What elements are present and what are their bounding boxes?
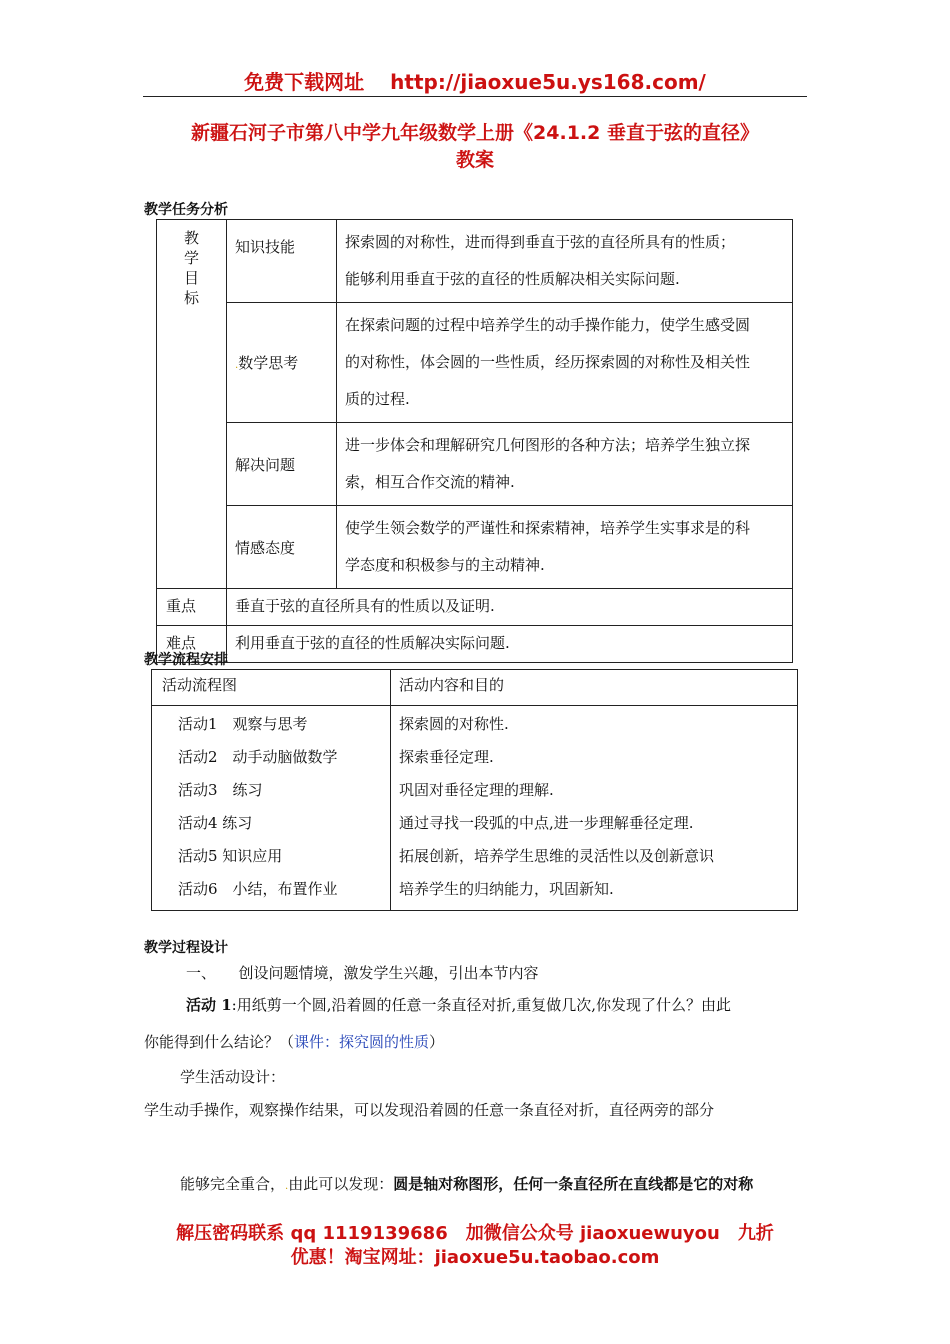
flow-col2-header: 活动内容和目的: [391, 670, 798, 706]
activity-name: 活动2 动手动脑做数学: [178, 748, 338, 766]
difficulty-text: 利用垂直于弦的直径的性质解决实际问题.: [227, 626, 793, 663]
activity-1-paragraph: [186, 994, 731, 1015]
download-label: 免费下载网址: [244, 70, 365, 94]
activity-content: 探索圆的对称性.: [399, 715, 509, 733]
student-activity-text: 学生动手操作，观察操作结果，可以发现沿着圆的任意一条直径对折，直径两旁的部分: [144, 1101, 715, 1119]
activity-1-label: 活动 1: [186, 996, 232, 1014]
desc-line: 在探索问题的过程中培养学生的动手操作能力，使学生感受圆: [345, 316, 751, 334]
flow-col1-header: 活动流程图: [152, 670, 391, 706]
flow-activities-cell: [152, 706, 391, 911]
title-line-2: 教案: [455, 149, 494, 171]
title-line-1: 新疆石河子市第八中学九年级数学上册《24.1.2 垂直于弦的直径》: [191, 122, 759, 144]
conclusion-paragraph: [180, 1173, 753, 1194]
activity-content: 巩固对垂径定理的理解.: [399, 781, 554, 799]
continuation-text: 你能得到什么结论？（: [144, 1033, 295, 1051]
activity-name: 活动1 观察与思考: [178, 715, 308, 733]
goal-desc-thinking: [337, 303, 793, 423]
mark-dot: .: [235, 360, 239, 371]
overlap-text: 能够完全重合，: [180, 1175, 286, 1193]
flow-contents-cell: [391, 706, 798, 911]
key-point-text: 垂直于弦的直径所具有的性质以及证明.: [227, 589, 793, 626]
goals-label-char: 目: [183, 269, 199, 287]
download-url-link[interactable]: http://jiaoxue5u.ys168.com/: [390, 70, 706, 94]
goals-label-char: 标: [183, 289, 199, 307]
difficulty-label: 难点: [157, 626, 227, 663]
conclusion-text: 圆是轴对称图形，任何一条直径所在直线都是它的对称: [393, 1175, 754, 1193]
activity-name: 活动4 练习: [178, 814, 253, 832]
student-design-label: 学生活动设计：: [180, 1068, 286, 1086]
key-point-label: 重点: [157, 589, 227, 626]
document-title: [140, 120, 810, 174]
courseware-link[interactable]: 课件：探究圆的性质: [294, 1033, 430, 1051]
desc-line: 使学生领会数学的严谨性和探索精神，培养学生实事求是的科: [345, 519, 751, 537]
activity-name: 活动6 小结，布置作业: [178, 880, 338, 898]
goals-label-cell: [157, 220, 227, 589]
flow-heading: 教学流程安排: [144, 652, 228, 668]
table-row: [157, 423, 793, 506]
download-header: [0, 66, 950, 95]
close-paren: ）: [429, 1033, 445, 1051]
goals-label-char: 教: [183, 229, 199, 247]
desc-line: 能够利用垂直于弦的直径的性质解决相关实际问题.: [345, 270, 680, 288]
table-row: [157, 303, 793, 423]
desc-line: 的对称性，体会圆的一些性质，经历探索圆的对称性及相关性: [345, 353, 751, 371]
table-row: [157, 506, 793, 589]
desc-line: 质的过程.: [345, 390, 410, 408]
overlap-text-2: 由此可以发现：: [288, 1175, 394, 1193]
goal-desc-problem: [337, 423, 793, 506]
analysis-heading: 教学任务分析: [144, 202, 228, 218]
analysis-table: [156, 219, 793, 663]
step-1-heading: 一、 创设问题情境，激发学生兴趣，引出本节内容: [186, 964, 539, 982]
table-row: [157, 626, 793, 663]
activity-name: 活动5 知识应用: [178, 847, 283, 865]
activity-name: 活动3 练习: [178, 781, 263, 799]
activity-content: 探索垂径定理.: [399, 748, 494, 766]
header-divider: [143, 96, 807, 97]
desc-line: 学态度和积极参与的主动精神.: [345, 556, 545, 574]
activity-content: 通过寻找一段弧的中点,进一步理解垂径定理.: [399, 814, 694, 832]
desc-line: 索，相互合作交流的精神.: [345, 473, 515, 491]
activity-content: 培养学生的归纳能力，巩固新知.: [399, 880, 614, 898]
goal-label-attitude: 情感态度: [227, 506, 337, 589]
activity-1-text: :用纸剪一个圆,沿着圆的任意一条直径对折,重复做几次,你发现了什么？由此: [231, 996, 732, 1014]
footer-line-1: 解压密码联系 qq 1119139686 加微信公众号 jiaoxuewuyou 九折: [176, 1223, 774, 1244]
table-row: [157, 589, 793, 626]
flow-table: [151, 669, 798, 911]
activity-content: 拓展创新，培养学生思维的灵活性以及创新意识: [399, 847, 715, 865]
table-row: [152, 670, 798, 706]
table-row: [152, 706, 798, 911]
goals-label-char: 学: [183, 249, 199, 267]
desc-line: 进一步体会和理解研究几何图形的各种方法；培养学生独立探: [345, 436, 751, 454]
process-heading: 教学过程设计: [144, 940, 228, 956]
mark-dot: .: [285, 1181, 289, 1192]
goal-label-text: 数学思考: [238, 354, 299, 372]
goal-desc-knowledge: [337, 220, 793, 303]
goal-label-thinking: [227, 303, 337, 423]
goal-label-knowledge: 知识技能: [227, 220, 337, 303]
desc-line: 探索圆的对称性，进而得到垂直于弦的直径所具有的性质；: [345, 233, 736, 251]
table-row: [157, 220, 793, 303]
goal-label-problem: 解决问题: [227, 423, 337, 506]
goal-desc-attitude: [337, 506, 793, 589]
activity-1-continuation: [144, 1031, 444, 1052]
footer-line-2: 优惠！淘宝网址：jiaoxue5u.taobao.com: [290, 1247, 660, 1268]
